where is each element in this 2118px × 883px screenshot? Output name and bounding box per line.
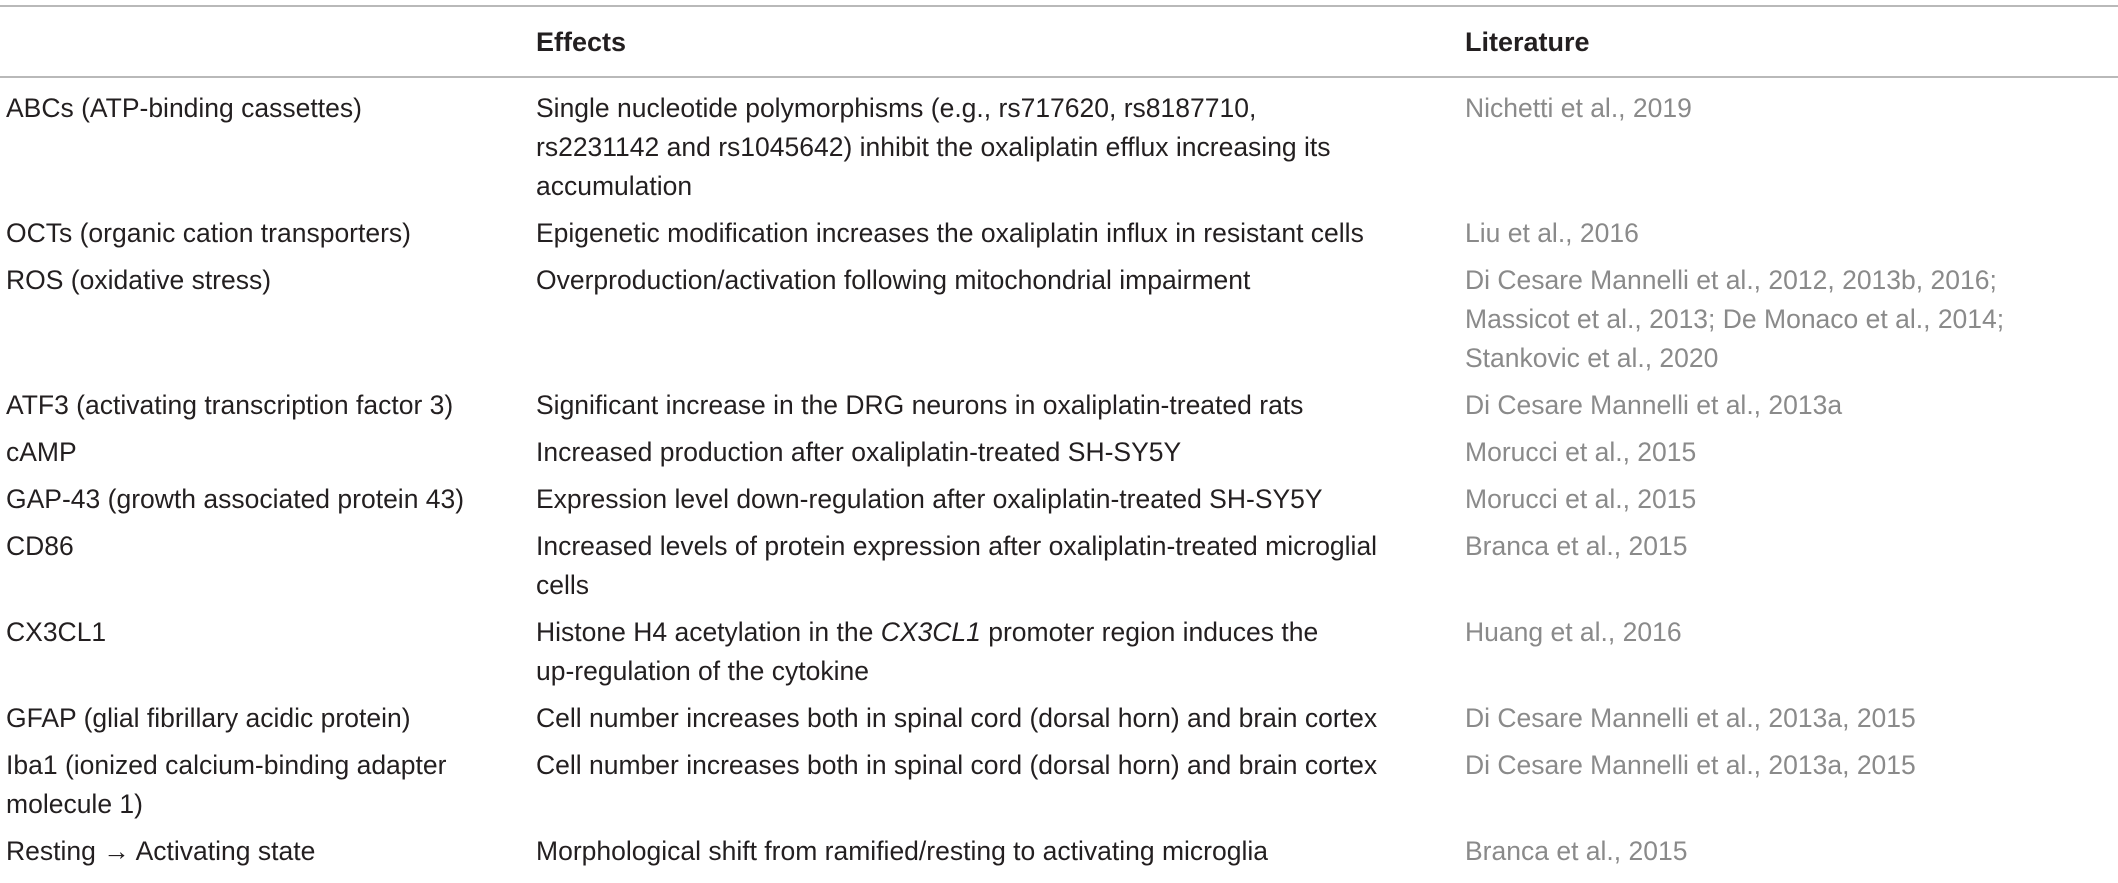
table-row xyxy=(0,832,2118,879)
table-row xyxy=(0,261,2118,386)
factor-cell: OCTs (organic cation transporters) xyxy=(6,218,412,248)
effect-cell: Overproduction/activation following mitochondrial impairment xyxy=(536,265,1251,295)
table-row xyxy=(0,89,2118,214)
table-row xyxy=(0,746,2118,832)
literature-link[interactable]: Branca et al., 2015 xyxy=(1465,836,1688,866)
factor-cell: ATF3 (activating transcription factor 3) xyxy=(6,390,454,420)
table-top-rule xyxy=(0,5,2118,7)
effect-cell: Single nucleotide polymorphisms (e.g., rs717620, rs8187710, rs2231142 and rs1045642) inhibit the oxaliplatin efflux increasing its accumulation xyxy=(536,93,1331,201)
table-row xyxy=(0,433,2118,480)
factor-cell: cAMP xyxy=(6,437,77,467)
effect-cell: Expression level down-regulation after oxaliplatin-treated SH-SY5Y xyxy=(536,484,1323,514)
literature-link[interactable]: Liu et al., 2016 xyxy=(1465,218,1639,248)
effect-cell: Increased production after oxaliplatin-treated SH-SY5Y xyxy=(536,437,1182,467)
factor-cell: Iba1 (ionized calcium-binding adapter molecule 1) xyxy=(6,750,447,819)
table-row xyxy=(0,527,2118,613)
factor-cell: ROS (oxidative stress) xyxy=(6,265,272,295)
effect-cell xyxy=(536,613,1436,691)
effect-cell: Cell number increases both in spinal cord (dorsal horn) and brain cortex xyxy=(536,750,1378,780)
literature-link[interactable]: Branca et al., 2015 xyxy=(1465,531,1688,561)
gene-name-italic: CX3CL1 xyxy=(880,617,981,647)
effect-cell: Significant increase in the DRG neurons in oxaliplatin-treated rats xyxy=(536,390,1304,420)
factor-cell: GFAP (glial fibrillary acidic protein) xyxy=(6,703,411,733)
literature-link[interactable]: Morucci et al., 2015 xyxy=(1465,437,1697,467)
effect-text-after: promoter region induces the up-regulation of the cytokine xyxy=(536,617,1319,686)
table-header-row xyxy=(0,20,2118,64)
factor-cell: GAP-43 (growth associated protein 43) xyxy=(6,484,465,514)
header-literature: Literature xyxy=(1465,27,1590,57)
factor-cell: ABCs (ATP-binding cassettes) xyxy=(6,93,362,123)
literature-link[interactable]: Morucci et al., 2015 xyxy=(1465,484,1697,514)
literature-link[interactable]: Di Cesare Mannelli et al., 2013a xyxy=(1465,390,1843,420)
literature-link[interactable]: Huang et al., 2016 xyxy=(1465,617,1682,647)
factor-cell: CX3CL1 xyxy=(6,617,107,647)
literature-link[interactable]: Di Cesare Mannelli et al., 2013a, 2015 xyxy=(1465,703,1916,733)
header-effects: Effects xyxy=(536,27,627,57)
table-body xyxy=(0,89,2118,879)
table-row xyxy=(0,386,2118,433)
table-row xyxy=(0,214,2118,261)
effect-text-before: Histone H4 acetylation in the xyxy=(536,617,881,647)
table-row xyxy=(0,480,2118,527)
literature-link[interactable]: Di Cesare Mannelli et al., 2013a, 2015 xyxy=(1465,750,1916,780)
table-row xyxy=(0,699,2118,746)
literature-link[interactable]: Di Cesare Mannelli et al., 2012, 2013b, 2016; Massicot et al., 2013; De Monaco et al., 2014; Stankovic et al., 2020 xyxy=(1465,265,2005,373)
effect-cell: Epigenetic modification increases the oxaliplatin influx in resistant cells xyxy=(536,218,1364,248)
literature-link[interactable]: Nichetti et al., 2019 xyxy=(1465,93,1692,123)
effect-cell: Cell number increases both in spinal cord (dorsal horn) and brain cortex xyxy=(536,703,1378,733)
effect-cell: Increased levels of protein expression after oxaliplatin-treated microglial cells xyxy=(536,531,1378,600)
table-header-rule xyxy=(0,76,2118,78)
factor-cell: CD86 xyxy=(6,531,74,561)
effect-cell: Morphological shift from ramified/resting to activating microglia xyxy=(536,836,1268,866)
table-row xyxy=(0,613,2118,699)
factor-cell: Resting → Activating state xyxy=(6,836,316,866)
